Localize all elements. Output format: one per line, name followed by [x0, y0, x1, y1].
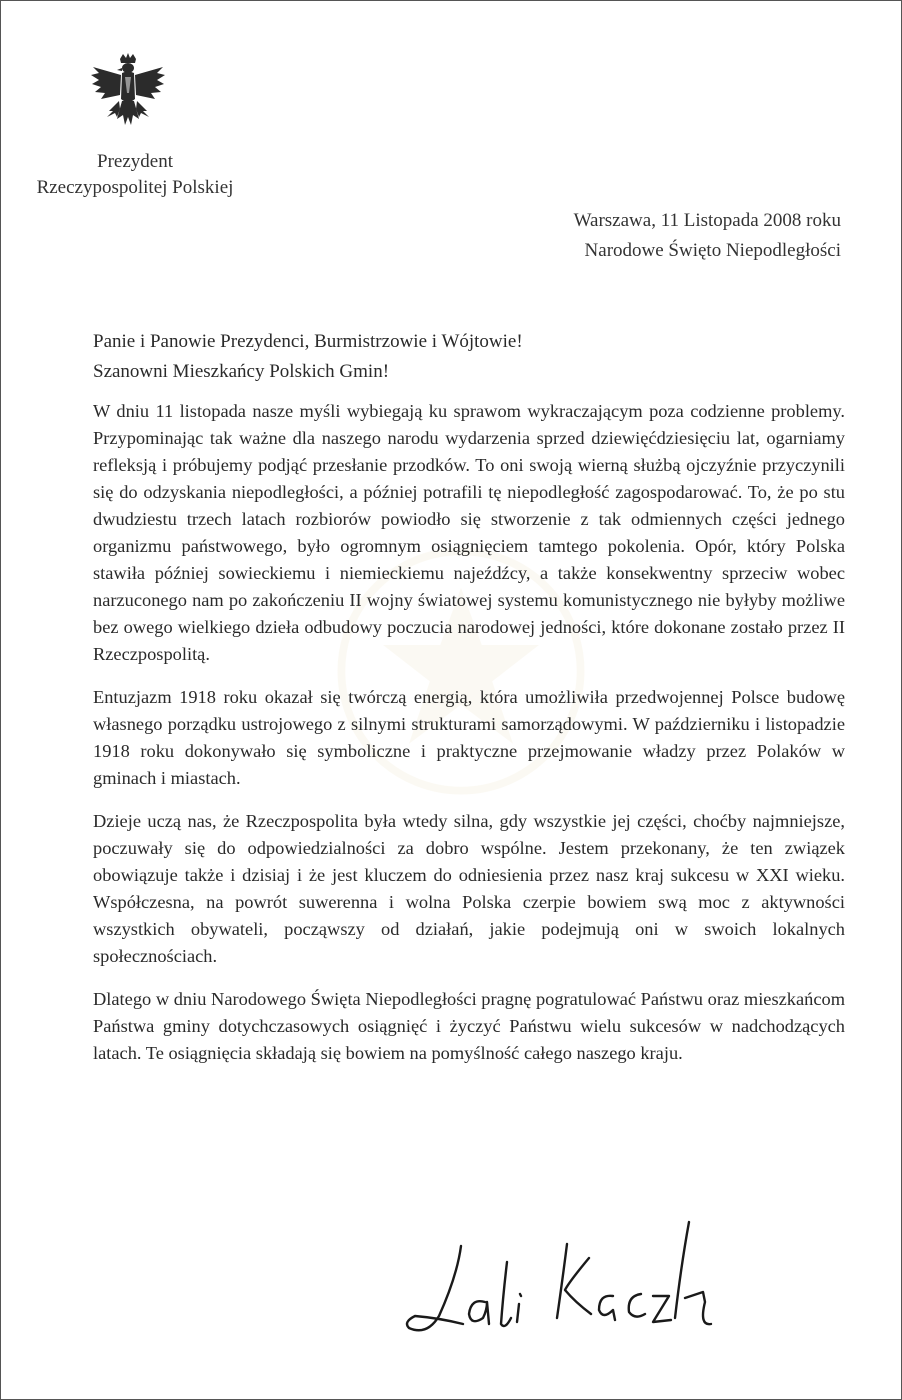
greeting-line-1: Panie i Panowie Prezydenci, Burmistrzowie i Wójtowie!: [93, 331, 523, 352]
issuer-title: Prezydent: [97, 151, 173, 172]
dateline: [574, 206, 841, 266]
letterhead-issuer: [21, 149, 249, 201]
paragraph-1: W dniu 11 listopada nasze myśli wybiegają ku sprawom wykraczającym poza codzienne problemy. Przypominając tak ważne dla naszego narodu wydarzenia sprzed dziewięćdziesięciu lat, ogarniamy refleksją i próbujemy podjąć przesłanie przodków. To oni swoją wierną służbą ojczyźnie przyczynili się do odzyskania niepodległości, a później potrafili tę niepodległość zagospodarować. To, że po stu dwudziestu trzech latach rozbiorów powiodło się stworzenie z tak odmiennych części jednego organizmu państwowego, było ogromnym osiągnięciem tamtego pokolenia. Opór, który Polska stawiła później sowieckiemu i niemieckiemu najeźdźcy, a także konsekwentny sprzeciw wobec narzuconego nam po zakończeniu II wojny światowej systemu komunistycznego nie byłyby możliwe bez owego wielkiego dzieła odbudowy poczucia narodowej jedności, które dokonane zostało przez II Rzeczpospolitą.: [93, 401, 845, 664]
polish-eagle-emblem-icon: [89, 53, 167, 133]
greeting: [93, 327, 523, 387]
paragraph-3: Dzieje uczą nas, że Rzeczpospolita była wtedy silna, gdy wszystkie jej części, choćby najmniejsze, poczuwały się do odpowiedzialności za dobro wspólne. Jestem przekonany, że ten związek obowiązuje także i dzisiaj i że jest kluczem do odniesienia przez nasz kraj sukcesu w XXI wieku. Współczesna, na powrót suwerenna i wolna Polska czerpie bowiem swą moc z aktywności wszystkich obywateli, począwszy od działań, jakie podejmują oni w swoich lokalnych społecznościach.: [93, 811, 845, 966]
paragraph-4: Dlatego w dniu Narodowego Święta Niepodległości pragnę pogratulować Państwu oraz mieszkańcom Państwa gminy dotychczasowych osiągnięć i życzyć Państwu wielu sukcesów w nadchodzących latach. Te osiągnięcia składają się bowiem na pomyślność całego naszego kraju.: [93, 989, 845, 1063]
issuer-institution: Rzeczypospolitej Polskiej: [36, 177, 234, 198]
handwritten-signature: [399, 1206, 719, 1356]
occasion: Narodowe Święto Niepodległości: [584, 240, 841, 261]
place-date: Warszawa, 11 Listopada 2008 roku: [573, 210, 841, 231]
greeting-line-2: Szanowni Mieszkańcy Polskich Gmin!: [93, 361, 390, 382]
letter-body: [93, 398, 845, 1083]
paragraph-2: Entuzjazm 1918 roku okazał się twórczą energią, która umożliwiła przedwojennej Polsce budowę własnego porządku ustrojowego z silnymi strukturami samorządowymi. W październiku i listopadzie 1918 roku dokonywało się symboliczne i praktyczne przejmowanie władzy przez Polaków w gminach i miastach.: [93, 687, 845, 788]
